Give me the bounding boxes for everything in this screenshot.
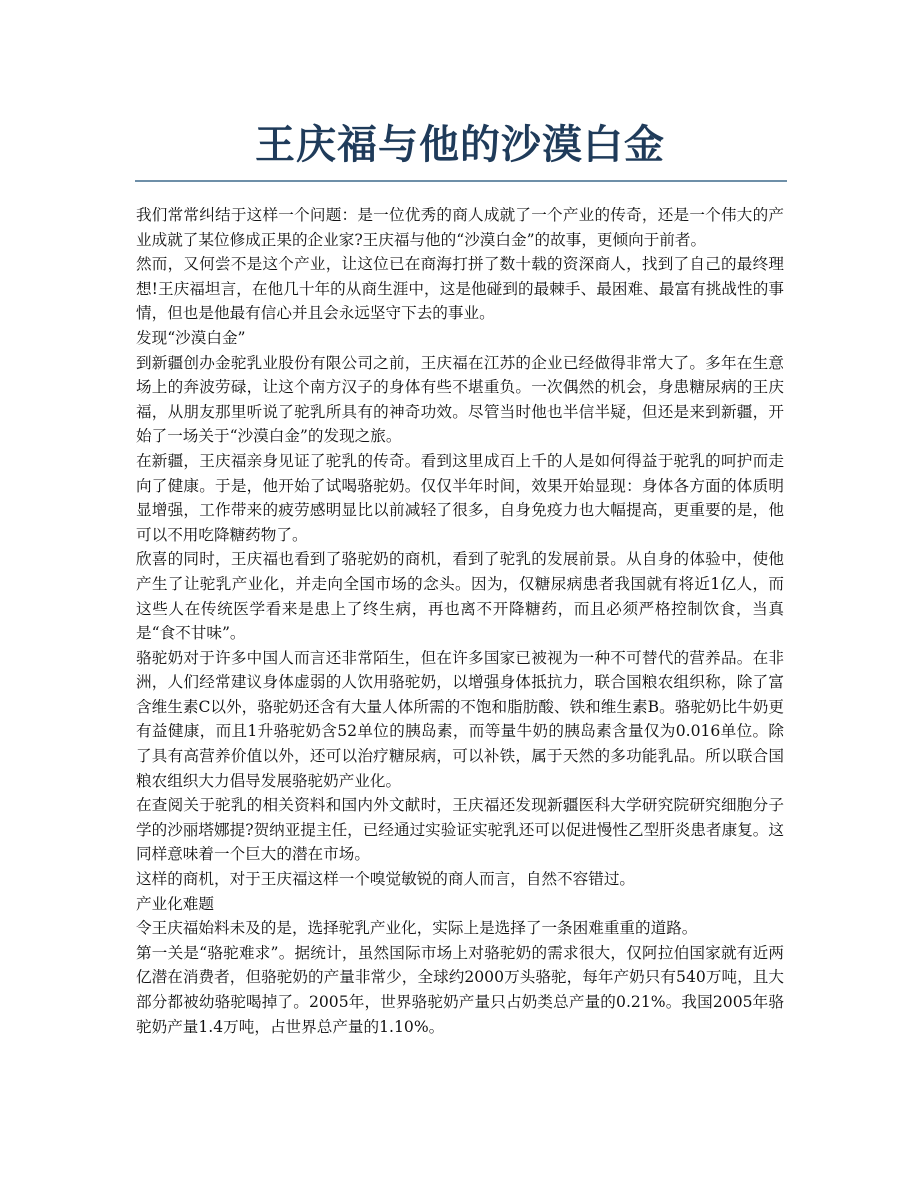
paragraph: 然而，又何尝不是这个产业，让这位已在商海打拼了数十载的资深商人，找到了自己的最终理想!王庆福坦言，在他几十年的从商生涯中，这是他碰到的最棘手、最困难、最富有挑战性的事情，但也是他最有信心并且会永远坚守下去的事业。	[136, 255, 784, 323]
paragraph: 在查阅关于驼乳的相关资料和国内外文献时，王庆福还发现新疆医科大学研究院研究细胞分子学的沙丽塔娜提?贺纳亚提主任，已经通过实验证实驼乳还可以促进慢性乙型肝炎患者康复。这同样意味着一个巨大的潜在市场。	[136, 796, 784, 864]
paragraph: 骆驼奶对于许多中国人而言还非常陌生，但在许多国家已被视为一种不可替代的营养品。在非洲，人们经常建议身体虚弱的人饮用骆驼奶，以增强身体抵抗力，联合国粮农组织称，除了富含维生素C以外，骆驼奶还含有大量人体所需的不饱和脂肪酸、铁和维生素B。骆驼奶比牛奶更有益健康，而且1升骆驼奶含52单位的胰岛素，而等量牛奶的胰岛素含量仅为0.016单位。除了具有高营养价值以外，还可以治疗糖尿病，可以补铁，属于天然的多功能乳品。所以联合国粮农组织大力倡导发展骆驼奶产业化。	[136, 648, 784, 790]
paragraph: 第一关是“骆驼难求”。据统计，虽然国际市场上对骆驼奶的需求很大，仅阿拉伯国家就有近两亿潜在消费者，但骆驼奶的产量非常少，全球约2000万头骆驼，每年产奶只有540万吨，且大部分都被幼骆驼喝掉了。2005年，世界骆驼奶产量只占奶类总产量的0.21%。我国2005年骆驼奶产量1.4万吨，占世界总产量的1.10%。	[136, 943, 784, 1036]
paragraph: 令王庆福始料未及的是，选择驼乳产业化，实际上是选择了一条困难重重的道路。	[136, 919, 698, 938]
section-heading: 发现“沙漠白金”	[136, 328, 246, 347]
paragraph: 到新疆创办金驼乳业股份有限公司之前，王庆福在江苏的企业已经做得非常大了。多年在生意场上的奔波劳碌，让这个南方汉子的身体有些不堪重负。一次偶然的机会，身患糖尿病的王庆福，从朋友那里听说了驼乳所具有的神奇功效。尽管当时他也半信半疑，但还是来到新疆，开始了一场关于“沙漠白金”的发现之旅。	[136, 353, 784, 446]
paragraph: 这样的商机，对于王庆福这样一个嗅觉敏锐的商人而言，自然不容错过。	[136, 870, 636, 889]
paragraph: 我们常常纠结于这样一个问题：是一位优秀的商人成就了一个产业的传奇，还是一个伟大的产业成就了某位修成正果的企业家?王庆福与他的“沙漠白金”的故事，更倾向于前者。	[136, 206, 784, 249]
title-divider	[135, 180, 787, 182]
page-title: 王庆福与他的沙漠白金	[255, 122, 665, 168]
article-body	[136, 203, 784, 1039]
paragraph: 在新疆，王庆福亲身见证了驼乳的传奇。看到这里成百上千的人是如何得益于驼乳的呵护而走向了健康。于是，他开始了试喝骆驼奶。仅仅半年时间，效果开始显现：身体各方面的体质明显增强，工作带来的疲劳感明显比以前减轻了很多，自身免疫力也大幅提高，更重要的是，他可以不用吃降糖药物了。	[136, 451, 784, 544]
paragraph: 欣喜的同时，王庆福也看到了骆驼奶的商机，看到了驼乳的发展前景。从自身的体验中，使他产生了让驼乳产业化，并走向全国市场的念头。因为，仅糖尿病患者我国就有将近1亿人，而这些人在传统医学看来是患上了终生病，再也离不开降糖药，而且必须严格控制饮食，当真是“食不甘味”。	[136, 550, 784, 643]
section-heading: 产业化难题	[136, 894, 214, 913]
